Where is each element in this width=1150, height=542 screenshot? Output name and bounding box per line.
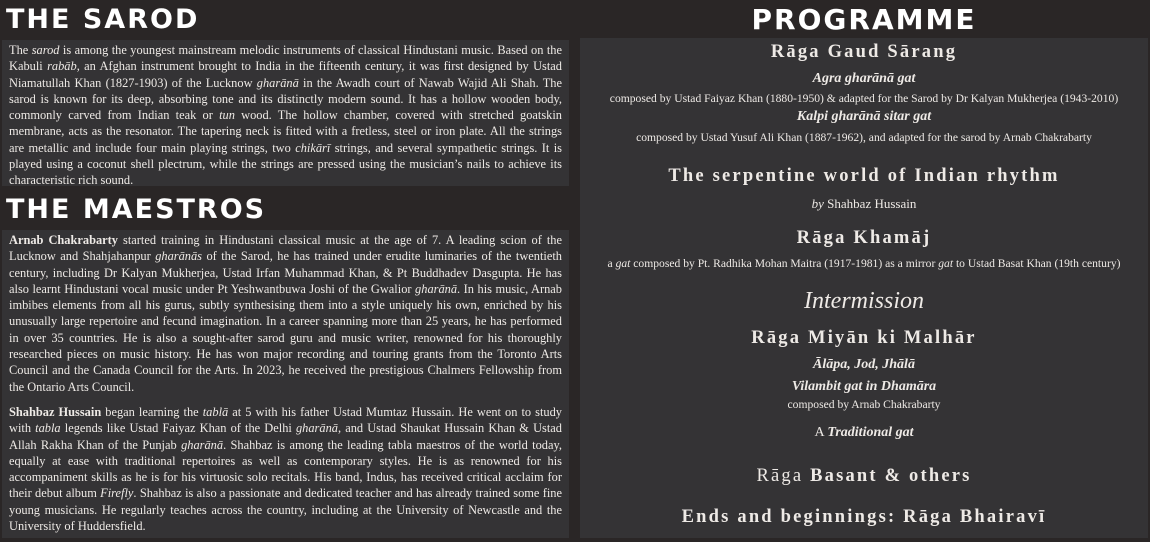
italic-text: gharānās (155, 249, 203, 264)
italic-text: gharānā (256, 75, 299, 90)
gaud-sarang-piece-1: Agra gharānā gat (812, 71, 916, 86)
khamaj-credit (580, 257, 1148, 270)
malhar-piece-3 (580, 425, 1148, 441)
italic-text: chikārī (295, 140, 331, 155)
text-run: Traditional gat (827, 425, 914, 440)
sarod-heading: THE SAROD (6, 4, 200, 35)
text-run: is among the youngest mainstream melodic instruments of classical Hindustani music. Based on the Kabuli (9, 43, 562, 74)
text-run: Shahbaz Hussain (823, 196, 917, 211)
text-run: . In his music, Arnab imbibes elements from all his gurus, subtly synthesising them into a style uniquely his own, enriched by his unusually large repertoire and fecund imagination. In a career spanning more than 25 years, he has performed in over 35 countries. He is also a sought-after sarod guru and music writer, renowned for his thoroughly researched pieces on music history. He has won major recording and touring grants from the Toronto Arts Council and the Canada Council for the Arts. In 2023, he received the prestigious Chalmers Fellowship from the Ontario Arts Council. (9, 281, 562, 394)
sarod-panel (2, 40, 569, 186)
italic-text: Firefly (100, 486, 134, 501)
text-run: began learning the (101, 404, 203, 419)
sarod-description (9, 40, 562, 189)
text-run: at 5 with his father Ustad Mumtaz Hussain. He went on to study with (9, 404, 562, 436)
text-run: The (9, 43, 32, 57)
shahbaz-bio (9, 404, 562, 534)
text-run: in the Awadh court of Nawab Wajid Ali Shah. The sarod is known for its deep, absorbing tone and its distinctly modern sound. It has a hollow wooden body, commonly carved from Indian teak or (9, 75, 562, 123)
text-run: composed by Pt. Radhika Mohan Maitra (1917-1981) as a mirror (630, 257, 939, 270)
italic-text: rabāb (47, 59, 77, 74)
italic-text: gharānā (181, 437, 224, 452)
gaud-sarang-piece-2: Kalpi gharānā sitar gat (796, 109, 932, 124)
text-run: a (607, 257, 616, 270)
italic-text: gharānā (295, 421, 338, 436)
gaud-sarang-credit-2: composed by Ustad Yusuf Ali Khan (1887-1962), and adapted for the sarod by Arnab Chakrabarty (636, 131, 1092, 144)
bold-text: Shahbaz Hussain (9, 404, 102, 419)
italic-text: gat (938, 257, 954, 270)
finale-title: Ends and beginnings: Rāga Bhairavī (681, 507, 1047, 527)
italic-text: Vilambit gat (791, 379, 863, 394)
italic-text: gharānā (415, 281, 458, 296)
italic-text: gat (615, 257, 631, 270)
text-run: wood. The hollow chamber, covered with stretched goatskin membrane, acts as the resonator. The tapering neck is fitted with a fretless, steel or iron plate. All the strings are metallic and include four main playing strings, two (9, 108, 562, 155)
text-run: strings, and several sympathetic strings. It is played using a coconut shell plectrum, while the strings are pressed using the musician’s nails to achieve its characteristic rich sound. (9, 140, 562, 188)
italic-text: tablā (202, 404, 229, 419)
gaud-sarang-credit-1: composed by Ustad Faiyaz Khan (1880-1950) & adapted for the Sarod by Dr Kalyan Mukherjea (1943-2010) (609, 92, 1119, 105)
rhythm-title: The serpentine world of Indian rhythm (668, 166, 1060, 186)
text-run: Rāga (756, 466, 811, 486)
text-run: started training in Hindustani classical music at the age of 7. A leading scion of the Lucknow and Shahjahanpur (9, 233, 562, 264)
text-run: . Shahbaz is among the leading tabla maestros of the world today, equally at ease with traditional repertoires as well as contemporary styles. He is as renowned for his accompaniment skills as he is for his virtuosic solo recitals. His band, Indus, has received critical acclaim for their debut album (9, 437, 562, 501)
text-run: A (814, 425, 828, 440)
text-run: , an Afghan instrument brought to India in the fifteenth century, it was first designed by Ustad Niamatullah Khan (1827-1903) of the Lucknow (9, 59, 562, 90)
malhar-title: Rāga Miyān ki Malhār (751, 328, 977, 348)
bold-text: Arnab Chakrabarty (9, 233, 118, 247)
malhar-piece-2 (580, 379, 1148, 395)
intermission: Intermission (804, 288, 924, 314)
text-run: Basant & others (810, 466, 972, 486)
programme-heading: PROGRAMME (751, 3, 977, 36)
malhar-credit-2: composed by Arnab Chakrabarty (787, 398, 941, 411)
text-run: in (862, 379, 881, 394)
italic-text: tabla (35, 421, 61, 436)
maestros-panel (2, 230, 569, 538)
rhythm-performer (580, 196, 1148, 212)
programme-panel (580, 38, 1148, 538)
italic-text: Dhamāra (880, 379, 937, 394)
text-run: , and Ustad Shaukat Hussain Khan & Ustad Allah Rakha Khan of the Punjab (9, 421, 562, 452)
italic-text: tun (219, 108, 235, 123)
arnab-bio (9, 230, 562, 395)
maestros-heading: THE MAESTROS (6, 194, 267, 225)
basant-title (580, 466, 1148, 487)
malhar-piece-1: Ālāpa, Jod, Jhālā (813, 357, 915, 372)
text-run: legends like Ustad Faiyaz Khan of the Delhi (60, 421, 296, 436)
italic-text: sarod (31, 43, 60, 57)
khamaj-title: Rāga Khamāj (796, 228, 932, 248)
italic-text: by (811, 196, 824, 211)
text-run: to Ustad Basat Khan (19th century) (953, 257, 1121, 270)
gaud-sarang-title: Rāga Gaud Sārang (770, 42, 958, 62)
text-run: . Shahbaz is also a passionate and dedicated teacher and has already trained some fine young musicians. He regularly teaches across the country, including at the University of Newcastle and the University of Huddersfield. (9, 486, 562, 534)
text-run: of the Sarod, he has trained under erudite luminaries of the twentieth century, including Dr Kalyan Mukherjea, Ustad Irfan Muhammad Khan, & Pt Buddhadev Dasgupta. He has also learnt Hindustani vocal music under Pt Yeshwantbuwa Joshi of the Gwalior (9, 249, 562, 296)
